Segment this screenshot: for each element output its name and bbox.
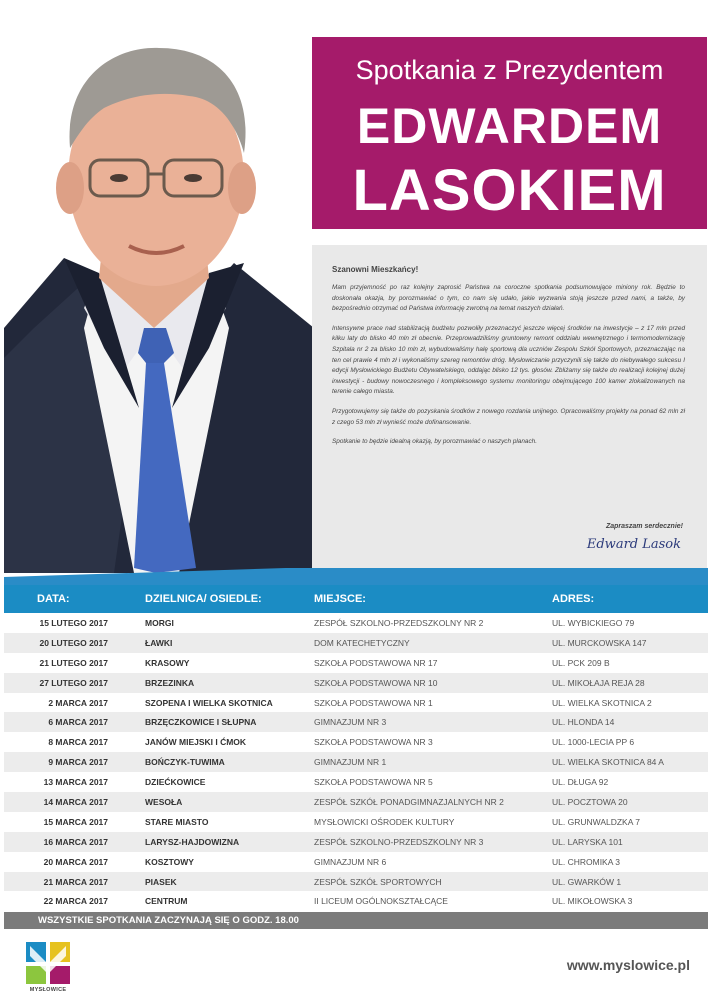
row-address: UL. WYBICKIEGO 79 <box>552 618 635 628</box>
row-address: UL. WIELKA SKOTNICA 2 <box>552 697 652 708</box>
website-link[interactable]: www.myslowice.pl <box>566 957 690 973</box>
row-date: 21 LUTEGO 2017 <box>39 657 108 668</box>
schedule-table <box>4 613 708 911</box>
row-place: ZESPÓŁ SZKOLNO-PRZEDSZKOLNY NR 3 <box>314 836 484 847</box>
row-place: SZKOŁA PODSTAWOWA NR 5 <box>314 777 433 788</box>
row-address: UL. MIKOŁOWSKA 3 <box>552 896 633 907</box>
letter-box <box>312 245 707 577</box>
row-place: SZKOŁA PODSTAWOWA NR 3 <box>314 737 433 748</box>
row-place: SZKOŁA PODSTAWOWA NR 1 <box>314 697 433 708</box>
row-place: ZESPÓŁ SZKÓŁ SPORTOWYCH <box>314 876 442 887</box>
letter-paragraph: Mam przyjemność po raz kolejny zaprosić Państwa na coroczne spotkania podsumowujące miniony rok. Będzie to doskonała okazja, by porozmawiać o tym, co nam się udało, jakie wyzwania stoją jeszcze przed nami, a także, by bezpośrednio otrzymać od Państwa informację zwrotną na temat naszych działań. <box>332 284 685 313</box>
row-date: 20 LUTEGO 2017 <box>39 637 108 648</box>
table-row <box>4 712 708 732</box>
table-row <box>4 812 708 832</box>
row-date: 15 LUTEGO 2017 <box>39 618 108 628</box>
table-row <box>4 633 708 653</box>
row-date: 22 MARCA 2017 <box>43 896 108 907</box>
portrait-illustration <box>4 28 314 576</box>
row-district: CENTRUM <box>145 896 188 907</box>
row-district: WESOŁA <box>145 797 183 808</box>
letter-paragraph: Przygotowujemy się także do pozyskania środków z nowego rozdania unijnego. Opracowaliśmy projekty na ponad 62 mln zł z czego 53 mln zł wynieść może dofinansowanie. <box>332 407 685 426</box>
row-district: JANÓW MIEJSKI I ĆMOK <box>145 737 247 748</box>
row-district: LARYSZ-HAJDOWIZNA <box>145 836 240 847</box>
row-date: 21 MARCA 2017 <box>43 876 108 887</box>
row-date: 20 MARCA 2017 <box>43 856 108 867</box>
letter-greeting: Szanowni Mieszkańcy! <box>332 265 419 274</box>
row-address: UL. GRUNWALDZKA 7 <box>552 816 641 827</box>
table-row <box>4 673 708 693</box>
logo-text: MYSŁOWICE <box>29 987 67 993</box>
row-district: BOŃCZYK-TUWIMA <box>145 757 225 768</box>
table-row <box>4 772 708 792</box>
row-place: II LICEUM OGÓLNOKSZTAŁCĄCE <box>314 896 448 907</box>
row-district: MORGI <box>145 618 174 628</box>
row-district: DZIEĆKOWICE <box>145 777 206 788</box>
row-date: 27 LUTEGO 2017 <box>39 677 108 688</box>
row-date: 8 MARCA 2017 <box>48 737 108 748</box>
schedule-table-header <box>4 585 708 613</box>
header-address: ADRES: <box>552 593 595 605</box>
header-date: DATA: <box>37 593 70 605</box>
table-row <box>4 732 708 752</box>
row-date: 2 MARCA 2017 <box>48 697 108 708</box>
title-name-line2: LASOKIEM <box>352 158 667 223</box>
row-place: SZKOŁA PODSTAWOWA NR 10 <box>314 677 438 688</box>
row-date: 9 MARCA 2017 <box>48 757 108 768</box>
row-place: ZESPÓŁ SZKÓŁ PONADGIMNAZJALNYCH NR 2 <box>314 797 504 808</box>
table-row <box>4 832 708 852</box>
table-row <box>4 653 708 673</box>
row-district: BRZĘCZKOWICE I SŁUPNA <box>145 717 257 728</box>
title-name-line1: EDWARDEM <box>356 98 663 154</box>
letter-paragraph: Intensywne prace nad stabilizacją budżetu pozwoliły przeznaczyć jeszcze więcej środków na inwestycje – z 17 mln przed kilku laty do blisko 40 mln zł obecnie. Przeprowadziliśmy gruntowny remont oddziału wewnętrznego i termomodernizację Szpitala nr 2 za blisko 10 mln zł, wybudowaliśmy halę sportową dla uczniów Zespołu Szkół Sportowych, przeznaczając na ten cel prawie 4 mln zł i wykonaliśmy szereg remontów dróg. Mysłowiczanie przyczynili się także do niebywałego sukcesu I edycji Mysłowickiego Budżetu Obywatelskiego, oddając blisko 12 tys. głosów. Zbliżamy się także do realizacji kolejnej dużej inwestycji - budowy nowoczesnego i kompleksowego systemu monitoringu obejmującego 100 kamer zlokalizowanych na terenie całego miasta. <box>332 324 685 396</box>
letter-closing: Zapraszam serdecznie! <box>605 523 683 530</box>
table-row <box>4 752 708 772</box>
row-district: KOSZTOWY <box>145 856 194 867</box>
row-place: MYSŁOWICKI OŚRODEK KULTURY <box>314 816 455 827</box>
row-date: 13 MARCA 2017 <box>43 777 108 788</box>
row-address: UL. HLONDA 14 <box>552 717 615 728</box>
row-address: UL. MIKOŁAJA REJA 28 <box>552 677 645 688</box>
header-district: DZIELNICA/ OSIEDLE: <box>145 593 262 605</box>
header-place: MIEJSCE: <box>314 593 366 605</box>
table-row <box>4 792 708 812</box>
row-place: GIMNAZJUM NR 1 <box>314 757 387 768</box>
signature: Edward Lasok <box>586 537 681 552</box>
row-district: KRASOWY <box>145 657 190 668</box>
row-address: UL. WIELKA SKOTNICA 84 A <box>552 757 664 768</box>
portrait-photo <box>4 28 314 576</box>
row-date: 15 MARCA 2017 <box>43 816 108 827</box>
table-row <box>4 613 708 633</box>
row-address: UL. DŁUGA 92 <box>552 777 609 788</box>
myslowice-logo-icon <box>24 940 72 986</box>
table-row <box>4 872 708 892</box>
row-district: PIASEK <box>145 876 177 887</box>
table-row <box>4 852 708 872</box>
row-address: UL. MURCKOWSKA 147 <box>552 637 647 648</box>
row-date: 6 MARCA 2017 <box>48 717 108 728</box>
table-row <box>4 693 708 713</box>
row-address: UL. LARYSKA 101 <box>552 836 623 847</box>
row-address: UL. GWARKÓW 1 <box>552 876 622 887</box>
table-row <box>4 891 708 911</box>
row-address: UL. POCZTOWA 20 <box>552 797 628 808</box>
row-place: GIMNAZJUM NR 3 <box>314 717 387 728</box>
row-place: SZKOŁA PODSTAWOWA NR 17 <box>314 657 438 668</box>
row-address: UL. PCK 209 B <box>552 657 610 668</box>
start-time-note: WSZYSTKIE SPOTKANIA ZACZYNAJĄ SIĘ O GODZ. 18.00 <box>4 912 708 929</box>
title-box <box>312 37 707 229</box>
row-date: 16 MARCA 2017 <box>43 836 108 847</box>
row-place: DOM KATECHETYCZNY <box>314 637 410 648</box>
row-place: ZESPÓŁ SZKOLNO-PRZEDSZKOLNY NR 2 <box>314 618 484 628</box>
row-district: ŁAWKI <box>145 637 173 648</box>
row-district: SZOPENA I WIELKA SKOTNICA <box>145 697 273 708</box>
row-date: 14 MARCA 2017 <box>43 797 108 808</box>
title-subtitle: Spotkania z Prezydentem <box>355 55 664 85</box>
row-place: GIMNAZJUM NR 6 <box>314 856 387 867</box>
letter-paragraph: Spotkanie to będzie idealną okazją, by porozmawiać o naszych planach. <box>332 438 537 446</box>
row-district: STARE MIASTO <box>145 816 209 827</box>
row-address: UL. CHROMIKA 3 <box>552 856 621 867</box>
row-district: BRZEZINKA <box>145 677 195 688</box>
row-address: UL. 1000-LECIA PP 6 <box>552 737 635 748</box>
